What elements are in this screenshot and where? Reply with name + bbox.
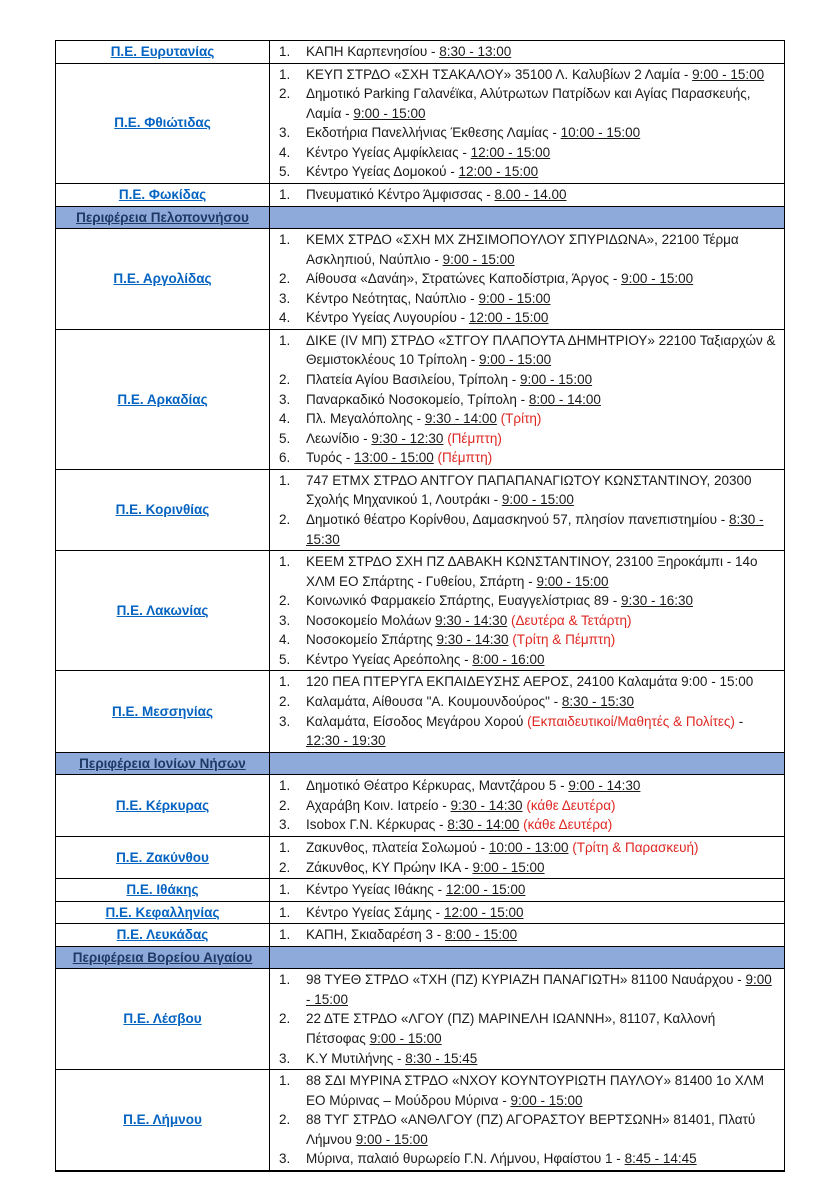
schedule-item [270, 370, 780, 390]
item-number: 2. [279, 86, 291, 102]
schedule-item [270, 815, 780, 835]
item-text [306, 880, 780, 900]
region-row [56, 837, 784, 879]
item-number: 2. [279, 593, 291, 609]
item-text [306, 630, 780, 650]
region-link[interactable]: Π.Ε. Αργολίδας [113, 271, 212, 287]
item-text-segment: 9:00 - 15:00 [510, 1092, 583, 1108]
schedule-item [270, 269, 780, 289]
region-link[interactable]: Π.Ε. Φθιώτιδας [114, 115, 211, 131]
schedule-table [55, 40, 785, 1172]
item-text [306, 42, 780, 62]
region-link[interactable]: Π.Ε. Μεσσηνίας [112, 703, 213, 719]
schedule-item [270, 970, 780, 1009]
item-text-segment: ΚΕΥΠ ΣΤΡΔΟ «ΣΧΗ ΤΣΑΚΑΛΟΥ» 35100 Λ. Καλυβίων 2 Λαμία - [306, 66, 693, 82]
item-text [306, 591, 780, 611]
item-text-segment: Τυρός - [306, 450, 355, 466]
item-text-segment: 9:00 - 15:00 [355, 1131, 428, 1147]
item-text-segment: 8:30 - 14:00 [447, 817, 520, 833]
item-text-segment: 8:30 - 15:30 [306, 511, 764, 547]
item-text-segment: 8:00 - 15:00 [445, 927, 518, 943]
locations-cell [270, 207, 784, 229]
item-text-segment: 9:00 - 15:00 [520, 372, 593, 387]
item-text-segment: 9:30 - 14:30 [436, 632, 509, 648]
item-text [306, 776, 780, 796]
item-text [306, 815, 780, 835]
item-text-segment: (Τρίτη & Παρασκευή) [572, 839, 699, 855]
item-number: 2. [279, 271, 291, 287]
region-row [56, 229, 784, 330]
item-number: 5. [279, 430, 291, 446]
item-text-segment: Κέντρο Υγείας Σάμης - [306, 904, 444, 920]
region-link[interactable]: Π.Ε. Κέρκυρας [115, 797, 210, 813]
schedule-item [270, 838, 780, 858]
region-row [56, 924, 784, 947]
item-text [306, 712, 780, 751]
schedule-item [270, 390, 780, 410]
item-text [306, 1049, 780, 1069]
item-text [306, 1149, 780, 1169]
item-text-segment: Νοσοκομείο Μολάων [306, 612, 436, 628]
item-text [306, 611, 780, 631]
item-text-segment: (Εκπαιδευτικοί/Μαθητές & Πολίτες) [527, 713, 735, 729]
region-link[interactable]: Π.Ε. Κεφαλληνίας [105, 904, 220, 920]
item-text [306, 162, 780, 182]
region-row [56, 879, 784, 902]
item-text-segment: Κ.Υ Μυτιλήνης - [306, 1050, 406, 1066]
region-cell [56, 902, 270, 924]
item-text [306, 471, 780, 510]
region-row [56, 671, 784, 752]
item-text-segment: 9:30 - 14:30 [450, 797, 523, 813]
item-number: 2. [279, 1112, 291, 1128]
item-text [306, 370, 780, 390]
schedule-item [270, 1110, 780, 1149]
locations-cell [270, 1070, 784, 1170]
schedule-item [270, 672, 780, 692]
schedule-item [270, 448, 780, 468]
item-text [306, 970, 780, 1009]
item-number: 2. [279, 797, 291, 813]
locations-cell [270, 470, 784, 550]
item-text-segment: 9:30 - 14:30 [435, 612, 508, 628]
item-text [306, 390, 780, 410]
region-link[interactable]: Π.Ε. Λευκάδας [116, 927, 209, 943]
item-number: 1. [279, 927, 291, 943]
item-text [306, 925, 780, 945]
region-row [56, 775, 784, 837]
locations-cell [270, 924, 784, 946]
item-text-segment: Λεωνίδιο - [306, 430, 372, 446]
locations-cell [270, 41, 784, 63]
item-text [306, 409, 780, 429]
schedule-item [270, 1009, 780, 1048]
region-row [56, 184, 784, 207]
item-text-segment: ΚΕΕΜ ΣΤΡΔΟ ΣΧΗ ΠΖ ΔΑΒΑΚΗ ΚΩΝΣΤΑΝΤΙΝΟΥ, 23100 Ξηροκάμπι - 14ο ΧΛΜ ΕΟ Σπάρτης - Γυθείου, Σπάρτη - [306, 554, 758, 589]
locations-cell [270, 837, 784, 878]
item-text-segment: Παναρκαδικό Νοσοκομείο, Τρίπολη - [306, 391, 529, 407]
region-cell [56, 184, 270, 206]
item-text-segment: 12:00 - 15:00 [445, 882, 526, 898]
region-cell [56, 753, 270, 775]
item-number: 1. [279, 472, 291, 488]
region-cell [56, 671, 270, 751]
item-text-segment: 8:30 - 15:30 [561, 694, 634, 709]
item-text-segment: Κέντρο Υγείας Δομοκού - [306, 164, 459, 180]
item-text-segment: 9:00 - 15:00 [353, 105, 426, 121]
item-text-segment: 10:00 - 13:00 [488, 839, 569, 855]
item-number: 6. [279, 450, 291, 466]
item-number: 4. [279, 632, 291, 648]
item-text-segment: Νοσοκομείο Σπάρτης [306, 632, 437, 648]
item-text [306, 903, 780, 923]
item-text [306, 1009, 780, 1048]
schedule-item [270, 42, 780, 62]
item-number: 1. [279, 1073, 291, 1089]
item-text-segment: Δημοτικό Parking Γαλανέϊκα, Αλύτρωτων Πατρίδων και Αγίας Παρασκευής, Λαμία - [306, 86, 751, 121]
region-cell [56, 837, 270, 878]
region-link[interactable]: Π.Ε. Ευρυτανίας [110, 44, 215, 59]
item-text-segment: (Τρίτη) [500, 411, 542, 427]
item-text [306, 796, 780, 816]
item-text [306, 429, 780, 449]
schedule-item [270, 858, 780, 878]
region-row [56, 551, 784, 671]
schedule-item [270, 591, 780, 611]
region-cell [56, 41, 270, 63]
item-text-segment: 9:00 - 15:00 [478, 290, 551, 306]
item-text-segment: 8:00 - 16:00 [472, 651, 545, 667]
section-row [56, 947, 784, 970]
item-number: 3. [279, 817, 291, 833]
item-text-segment: 9:30 - 12:30 [371, 430, 444, 446]
item-text-segment: Isobox Γ.Ν. Κέρκυρας - [306, 817, 448, 833]
item-text-segment: 8:00 - 14:00 [528, 391, 601, 407]
item-text [306, 552, 780, 591]
schedule-item [270, 796, 780, 816]
region-cell [56, 64, 270, 183]
schedule-item [270, 308, 780, 328]
region-link[interactable]: Π.Ε. Ιθάκης [126, 882, 199, 898]
item-number: 5. [279, 164, 291, 180]
schedule-item [270, 692, 780, 712]
region-cell [56, 947, 270, 969]
schedule-item [270, 230, 780, 269]
item-text-segment: Εκδοτήρια Πανελλήνιας Έκθεσης Λαμίας - [306, 125, 561, 141]
item-number: 3. [279, 1050, 291, 1066]
section-row [56, 207, 784, 230]
region-link[interactable]: Π.Ε. Αρκαδίας [117, 391, 208, 407]
region-link[interactable]: Π.Ε. Κορινθίας [115, 502, 210, 518]
region-cell [56, 879, 270, 901]
item-text-segment: Αίθουσα «Δανάη», Στρατώνες Καποδίστρια, Άργος - [306, 271, 622, 287]
item-text [306, 838, 780, 858]
locations-cell [270, 969, 784, 1069]
schedule-item [270, 630, 780, 650]
item-number: 2. [279, 511, 291, 527]
item-text-segment: (Πέμπτη) [447, 430, 502, 446]
schedule-item [270, 1149, 780, 1169]
item-text-segment: Αχαράβη Κοιν. Ιατρείο - [306, 797, 451, 813]
region-cell [56, 924, 270, 946]
item-number: 1. [279, 778, 291, 794]
item-text-segment: ΚΑΠΗ Καρπενησίου - [306, 44, 440, 59]
schedule-item [270, 1049, 780, 1069]
region-row [56, 902, 784, 925]
item-text-segment: ΚΕΜΧ ΣΤΡΔΟ «ΣΧΗ ΜΧ ΖΗΣΙΜΟΠΟΥΛΟΥ ΣΠΥΡΙΔΩΝΑ», 22100 Τέρμα Ασκληπιού, Ναύπλιο - [306, 232, 739, 267]
item-text-segment: Κέντρο Υγείας Λυγουρίου - [306, 310, 469, 326]
item-number: 1. [279, 186, 291, 202]
item-number: 2. [279, 372, 291, 387]
region-row [56, 969, 784, 1070]
schedule-item [270, 650, 780, 670]
locations-cell [270, 775, 784, 836]
item-number: 1. [279, 66, 291, 82]
schedule-item [270, 1071, 780, 1110]
item-text-segment: 120 ΠΕΑ ΠΤΕΡΥΓΑ ΕΚΠΑΙΔΕΥΣΗΣ ΑΕΡΟΣ, 24100 Καλαμάτα 9:00 - 15:00 [306, 674, 754, 690]
item-text-segment: (κάθε Δευτέρα) [526, 797, 616, 813]
item-text-segment: 13:00 - 15:00 [354, 450, 434, 466]
locations-cell [270, 229, 784, 329]
schedule-item [270, 611, 780, 631]
item-text-segment: 747 ΕΤΜΧ ΣΤΡΔΟ ΑΝΤΓΟΥ ΠΑΠΑΠΑΝΑΓΙΩΤΟΥ ΚΩΝΣΤΑΝΤΙΝΟΥ, 20300 Σχολής Μηχανικού 1, Λουτράκι - [306, 472, 752, 508]
region-row [56, 64, 784, 184]
item-text [306, 269, 780, 289]
item-text-segment: 12:00 - 15:00 [470, 144, 551, 160]
item-text-segment: 12:00 - 15:00 [443, 904, 524, 920]
region-cell [56, 969, 270, 1069]
item-text [306, 308, 780, 328]
item-text-segment: 8:45 - 14:45 [624, 1151, 697, 1167]
schedule-item [270, 162, 780, 182]
item-text [306, 692, 780, 712]
item-number: 3. [279, 290, 291, 306]
locations-cell [270, 947, 784, 969]
schedule-item [270, 925, 780, 945]
item-text [306, 448, 780, 468]
schedule-item [270, 429, 780, 449]
item-text-segment: 12:00 - 15:00 [468, 310, 549, 326]
item-text-segment: 12:30 - 19:30 [306, 733, 386, 749]
item-text-segment: Πλ. Μεγαλόπολης - [306, 411, 425, 427]
item-text-segment: 12:00 - 15:00 [458, 164, 539, 180]
region-row [56, 470, 784, 551]
item-text [306, 230, 780, 269]
item-number: 2. [279, 1011, 291, 1027]
item-text-segment: ΚΑΠΗ, Σκιαδαρέση 3 - [306, 927, 446, 943]
item-number: 1. [279, 332, 291, 348]
item-number: 3. [279, 612, 291, 628]
region-cell [56, 775, 270, 836]
item-text-segment: Ζάκυνθος, ΚΥ Πρώην ΙΚΑ - [306, 859, 473, 875]
item-text [306, 185, 780, 205]
item-text-segment: 9:00 - 15:00 [692, 66, 765, 82]
item-text-segment: Κέντρο Υγείας Ιθάκης - [306, 882, 446, 898]
item-text-segment: Δημοτικό θέατρο Κορίνθου, Δαμασκηνού 57, πλησίον πανεπιστημίου - [306, 511, 729, 527]
region-link[interactable]: Π.Ε. Ζακύνθου [116, 849, 209, 865]
item-number: 3. [279, 125, 291, 141]
region-cell [56, 330, 270, 469]
item-text [306, 1110, 780, 1149]
region-cell [56, 1070, 270, 1170]
schedule-item [270, 903, 780, 923]
item-text-segment: 9:00 - 15:00 [369, 1031, 442, 1046]
item-text [306, 331, 780, 370]
item-number: 3. [279, 713, 291, 729]
item-text [306, 672, 780, 692]
schedule-item [270, 143, 780, 163]
region-link[interactable]: Π.Ε. Λήμνου [123, 1112, 202, 1128]
region-row [56, 41, 784, 64]
region-cell [56, 551, 270, 670]
item-text-segment: Μύρινα, παλαιό θυρωρείο Γ.Ν. Λήμνου, Ηφαίστου 1 - [306, 1151, 625, 1167]
item-number: 4. [279, 144, 291, 160]
item-text [306, 143, 780, 163]
item-number: 3. [279, 391, 291, 407]
region-link[interactable]: Π.Ε. Λέσβου [123, 1011, 202, 1027]
region-link[interactable]: Π.Ε. Φωκίδας [118, 186, 207, 202]
item-text-segment: (Δευτέρα & Τετάρτη) [510, 612, 632, 628]
schedule-item [270, 471, 780, 510]
item-text-segment: 9:00 - 15:00 [479, 352, 552, 368]
item-text-segment: Κέντρο Υγείας Αμφίκλειας - [306, 144, 471, 160]
region-cell [56, 229, 270, 329]
locations-cell [270, 64, 784, 183]
item-text [306, 1071, 780, 1110]
item-text-segment: - [734, 713, 744, 729]
region-cell [56, 207, 270, 229]
item-text [306, 65, 780, 85]
item-number: 1. [279, 882, 291, 898]
schedule-item [270, 712, 780, 751]
locations-cell [270, 551, 784, 670]
item-text [306, 650, 780, 670]
region-row [56, 330, 784, 470]
locations-cell [270, 902, 784, 924]
schedule-item [270, 185, 780, 205]
schedule-item [270, 65, 780, 85]
item-number: 4. [279, 411, 291, 427]
item-text-segment: Κέντρο Υγείας Αρεόπολης - [306, 651, 473, 667]
item-text-segment: 9:00 - 15:00 [501, 492, 574, 508]
item-text [306, 510, 780, 549]
item-text-segment: Πνευματικό Κέντρο Άμφισσας - [306, 186, 495, 202]
item-text-segment: 22 ΔΤΕ ΣΤΡΔΟ «ΛΓΟΥ (ΠΖ) ΜΑΡΙΝΕΛΗ ΙΩΑΝΝΗ», 81107, Καλλονή Πέτσοφας [306, 1011, 716, 1046]
item-number: 1. [279, 674, 291, 690]
schedule-item [270, 409, 780, 429]
item-text-segment: Πλατεία Αγίου Βασιλείου, Τρίπολη - [306, 372, 521, 387]
section-row [56, 753, 784, 776]
item-text [306, 858, 780, 878]
item-number: 4. [279, 310, 291, 326]
schedule-item [270, 776, 780, 796]
item-text-segment: 88 ΤΥΓ ΣΤΡΔΟ «ΑΝΘΛΓΟΥ (ΠΖ) ΑΓΟΡΑΣΤΟΥ ΒΕΡΤΣΩΝΗ» 81401, Πλατύ Λήμνου [306, 1112, 756, 1147]
item-text-segment: 9:00 - 15:00 [306, 972, 772, 1007]
schedule-item [270, 84, 780, 123]
region-row [56, 1070, 784, 1170]
region-link[interactable]: Π.Ε. Λακωνίας [116, 602, 209, 618]
item-text-segment: Ζακυνθος, πλατεία Σολωμού - [306, 839, 489, 855]
item-text-segment: 88 ΣΔΙ ΜΥΡΙΝΑ ΣΤΡΔΟ «ΝΧΟΥ ΚΟΥΝΤΟΥΡΙΩΤΗ ΠΑΥΛΟΥ» 81400 1ο ΧΛΜ ΕΟ Μύρινας – Μούδρου Μύρινα - [306, 1073, 765, 1108]
locations-cell [270, 671, 784, 751]
item-text-segment: Δημοτικό Θέατρο Κέρκυρας, Μαντζάρου 5 - [306, 778, 569, 794]
item-text-segment: 9:30 - 16:30 [620, 593, 693, 609]
section-header-label: Περιφέρεια Βορείου Αιγαίου [72, 949, 253, 965]
locations-cell [270, 753, 784, 775]
item-number: 1. [279, 554, 291, 570]
schedule-item [270, 123, 780, 143]
item-text-segment: 10:00 - 15:00 [560, 125, 641, 141]
item-number: 1. [279, 972, 291, 988]
item-number: 1. [279, 232, 291, 248]
item-text-segment: (Πέμπτη) [437, 450, 493, 466]
item-text-segment: (Τρίτη & Πέμπτη) [512, 632, 616, 648]
schedule-item [270, 331, 780, 370]
item-number: 1. [279, 44, 291, 59]
item-number: 5. [279, 651, 291, 667]
item-text-segment: 8:30 - 13:00 [439, 44, 512, 59]
schedule-item [270, 552, 780, 591]
item-text-segment: Καλαμάτα, Αίθουσα "Α. Κουμουνδούρος" - [306, 694, 562, 709]
item-text-segment: Καλαμάτα, Είσοδος Μεγάρου Χορού [306, 713, 528, 729]
locations-cell [270, 879, 784, 901]
item-text [306, 123, 780, 143]
schedule-item [270, 880, 780, 900]
item-text [306, 289, 780, 309]
item-number: 2. [279, 694, 291, 709]
item-text-segment: 98 ΤΥΕΘ ΣΤΡΔΟ «ΤΧΗ (ΠΖ) ΚΥΡΙΑΖΗ ΠΑΝΑΓΙΩΤΗ» 81100 Ναυάρχου - [306, 972, 746, 988]
item-number: 2. [279, 859, 291, 875]
schedule-item [270, 289, 780, 309]
item-text-segment: 8:30 - 15:45 [405, 1050, 478, 1066]
item-text-segment: Κέντρο Νεότητας, Ναύπλιο - [306, 290, 479, 306]
item-number: 3. [279, 1151, 291, 1167]
item-text-segment: 9:00 - 15:00 [472, 859, 545, 875]
locations-cell [270, 330, 784, 469]
item-text-segment: (κάθε Δευτέρα) [523, 817, 613, 833]
item-number: 1. [279, 839, 291, 855]
section-header-label: Περιφέρεια Πελοποννήσου [76, 209, 249, 225]
item-text-segment: 9:00 - 15:00 [621, 271, 694, 287]
schedule-item [270, 510, 780, 549]
item-text-segment: 9:00 - 14:30 [568, 778, 641, 794]
section-header-label: Περιφέρεια Ιονίων Νήσων [79, 755, 246, 771]
item-number: 1. [279, 904, 291, 920]
item-text-segment: 8.00 - 14.00 [494, 186, 567, 202]
locations-cell [270, 184, 784, 206]
item-text-segment: Κοινωνικό Φαρμακείο Σπάρτης, Ευαγγελίστριας 89 - [306, 593, 621, 609]
item-text-segment: 9:00 - 15:00 [442, 251, 515, 267]
item-text-segment: ΔΙΚΕ (IV ΜΠ) ΣΤΡΔΟ «ΣΤΓΟΥ ΠΛΑΠΟΥΤΑ ΔΗΜΗΤΡΙΟΥ» 22100 Ταξιαρχών & Θεμιστοκλέους 10 Τρίπολη - [306, 332, 776, 368]
item-text [306, 84, 780, 123]
item-text-segment: 9:30 - 14:00 [424, 411, 497, 427]
item-text-segment: 9:00 - 15:00 [536, 573, 609, 589]
region-cell [56, 470, 270, 550]
